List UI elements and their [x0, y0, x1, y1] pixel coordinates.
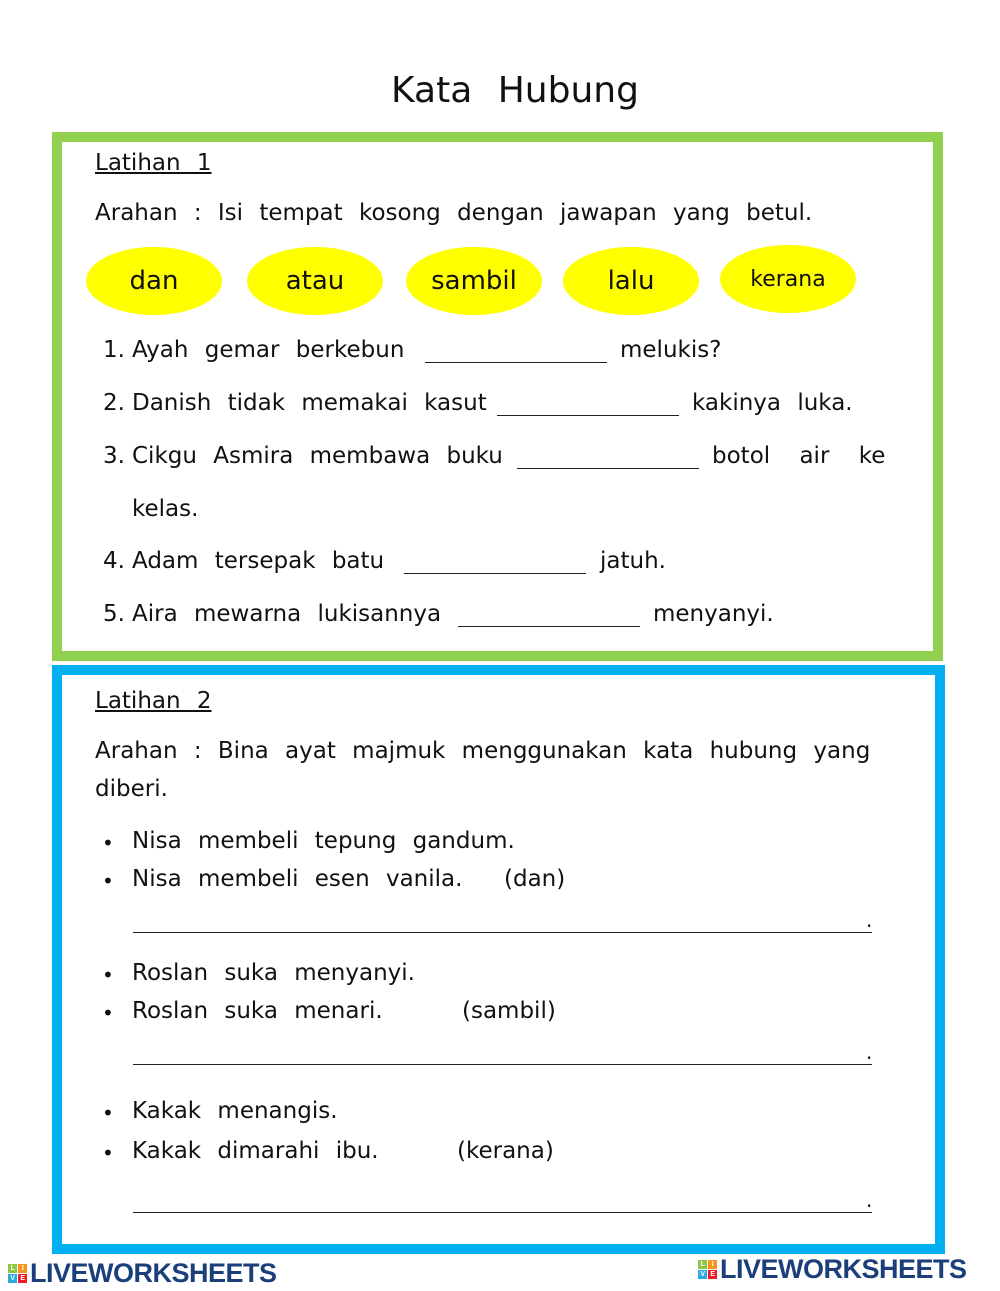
answer-input-3[interactable]: [517, 444, 699, 469]
liveworksheets-logo-right: [698, 1254, 967, 1285]
question-text: kelas.: [132, 496, 199, 522]
question-text: botol air ke: [712, 443, 886, 469]
conjunction-hint: (kerana): [457, 1138, 554, 1164]
brand-text: LIVEWORKSHEETS: [30, 1258, 277, 1288]
sentence: Nisa membeli esen vanila.: [132, 866, 463, 892]
question-text: menyanyi.: [653, 601, 774, 627]
question-text: Ayah gemar berkebun: [132, 337, 405, 363]
answer-line-3[interactable]: [133, 1184, 872, 1213]
sentence: Nisa membeli tepung gandum.: [132, 828, 515, 854]
bullet-icon: •: [102, 1101, 114, 1125]
latihan-2-heading: Latihan 2: [95, 688, 212, 714]
live-blocks-icon: L I V E: [8, 1264, 27, 1283]
period: .: [866, 1040, 873, 1064]
bullet-icon: •: [102, 1001, 114, 1025]
answer-input-5[interactable]: [458, 602, 640, 627]
question-text: Adam tersepak batu: [132, 548, 385, 574]
sentence: Kakak menangis.: [132, 1098, 338, 1124]
question-text: Aira mewarna lukisannya: [132, 601, 442, 627]
question-number: 4.: [103, 548, 125, 574]
bullet-icon: •: [102, 963, 114, 987]
liveworksheets-logo-left: [8, 1258, 277, 1289]
bullet-icon: •: [102, 1141, 114, 1165]
question-text: jatuh.: [600, 548, 666, 574]
question-text: Cikgu Asmira membawa buku: [132, 443, 503, 469]
latihan-2-instruction: Arahan : Bina ayat majmuk menggunakan kata hubung yang: [95, 738, 871, 764]
question-number: 3.: [103, 443, 125, 469]
answer-input-4[interactable]: [404, 549, 586, 574]
latihan-1-heading: Latihan 1: [95, 150, 212, 176]
sentence: Kakak dimarahi ibu.: [132, 1138, 379, 1164]
conjunction-hint: (dan): [504, 866, 566, 892]
question-number: 1.: [103, 337, 125, 363]
bullet-icon: •: [102, 831, 114, 855]
answer-line-2[interactable]: [133, 1036, 872, 1065]
sentence: Roslan suka menyanyi.: [132, 960, 415, 986]
conjunction-hint: (sambil): [462, 998, 556, 1024]
period: .: [866, 1188, 873, 1212]
question-number: 5.: [103, 601, 125, 627]
sentence: Roslan suka menari.: [132, 998, 383, 1024]
option-kerana: kerana: [720, 245, 856, 313]
question-text: kakinya luka.: [692, 390, 853, 416]
period: .: [866, 908, 873, 932]
answer-line-1[interactable]: [133, 904, 872, 933]
question-number: 2.: [103, 390, 125, 416]
option-dan: dan: [86, 247, 222, 315]
option-sambil: sambil: [406, 247, 542, 315]
question-text: Danish tidak memakai kasut: [132, 390, 487, 416]
latihan-2-instruction: diberi.: [95, 776, 168, 802]
page-title: Kata Hubung: [391, 70, 639, 111]
latihan-1-instruction: Arahan : Isi tempat kosong dengan jawapan yang betul.: [95, 200, 813, 226]
question-text: melukis?: [620, 337, 722, 363]
option-atau: atau: [247, 247, 383, 315]
option-lalu: lalu: [563, 247, 699, 315]
brand-text: LIVEWORKSHEETS: [720, 1254, 967, 1284]
bullet-icon: •: [102, 869, 114, 893]
answer-input-2[interactable]: [497, 391, 679, 416]
live-blocks-icon: L I V E: [698, 1260, 717, 1279]
answer-input-1[interactable]: [425, 338, 607, 363]
